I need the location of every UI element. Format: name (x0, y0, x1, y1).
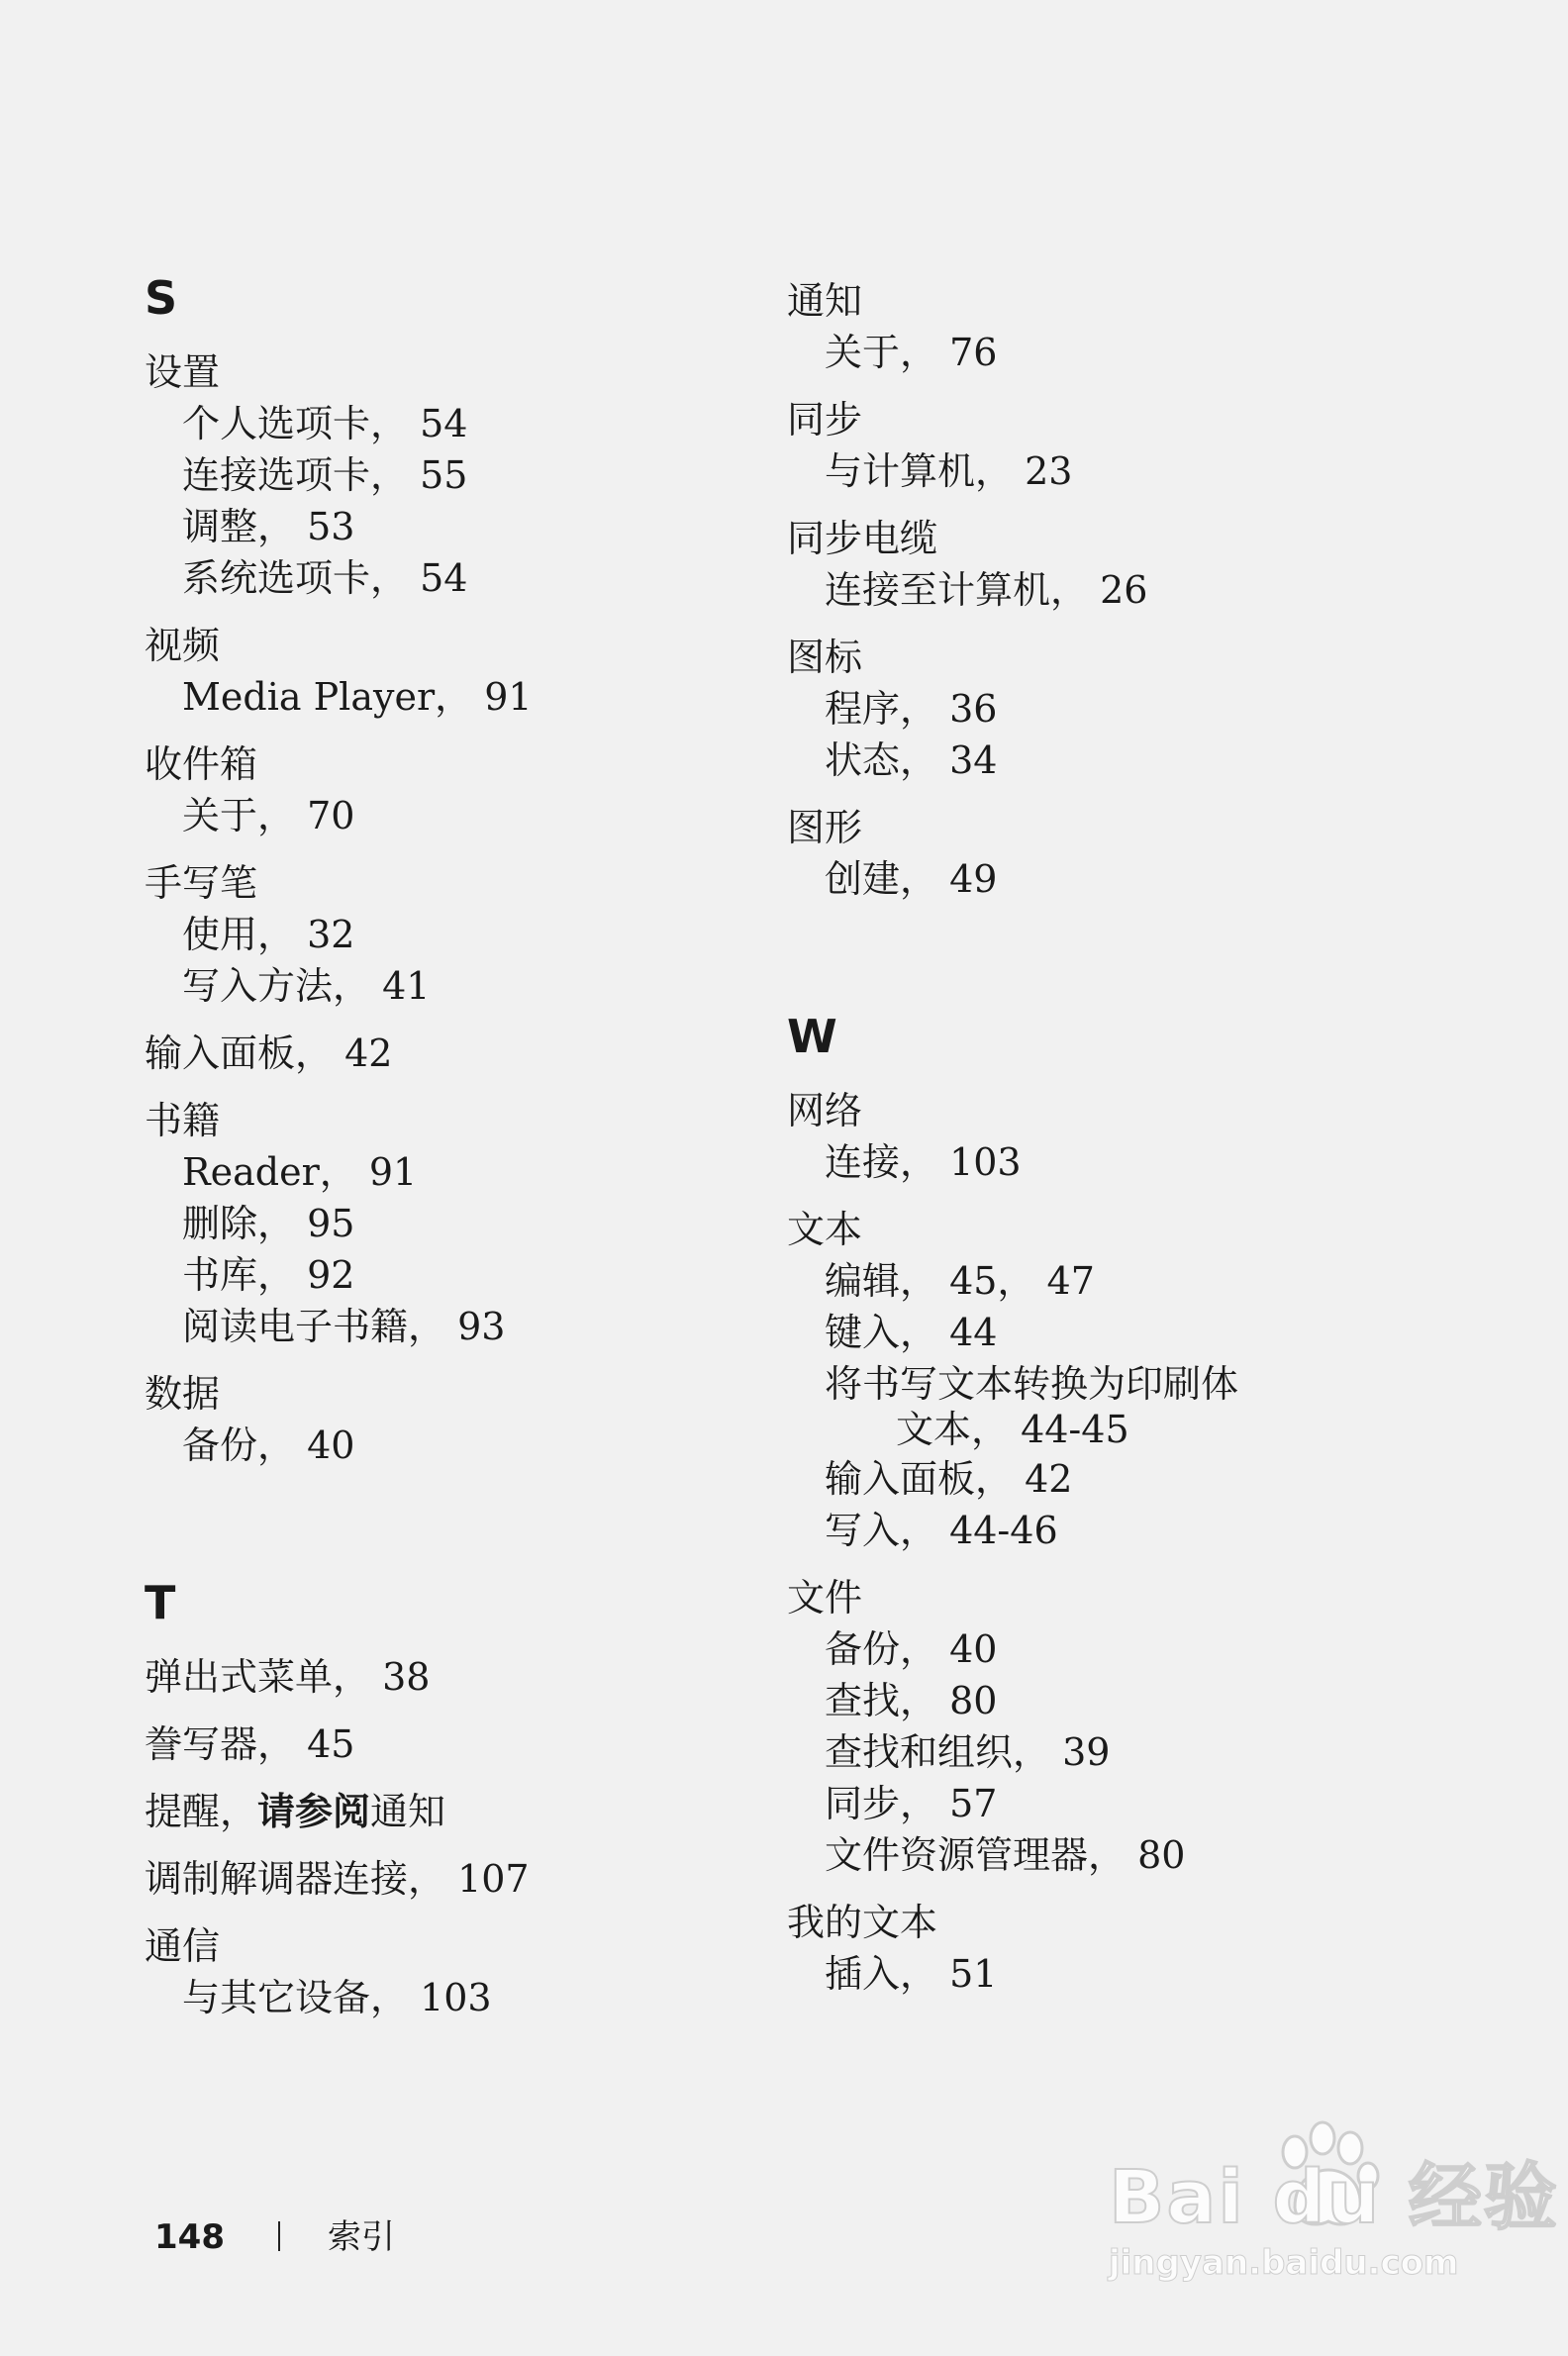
section-letter-t: T (145, 1576, 176, 1629)
index-column-right (787, 275, 1401, 2015)
index-main-entry: 文本 (787, 1208, 863, 1251)
index-entry-group (787, 1572, 1401, 1881)
index-sub-entry-continuation: 文本， 44-45 (896, 1408, 1129, 1451)
index-entry-group (787, 513, 1401, 616)
index-main-entry: 调制解调器连接， 107 (145, 1857, 530, 1901)
index-sub-entry: 键入， 44 (825, 1311, 998, 1354)
index-entry-group (145, 1920, 758, 2023)
index-sub-entry: 与计算机， 23 (825, 449, 1073, 493)
index-main-entry: 设置 (145, 350, 221, 394)
index-sub-entry: 个人选项卡， 54 (182, 402, 468, 445)
index-sub-entry: 与其它设备， 103 (182, 1976, 492, 2019)
index-main-entry: 同步电缆 (787, 517, 938, 560)
index-sub-entry: 调整， 53 (182, 505, 355, 548)
index-entry-group (145, 1028, 758, 1079)
index-entry-group (787, 1897, 1401, 2000)
index-entry-group (145, 1853, 758, 1905)
index-main-entry: 手写笔 (145, 861, 258, 905)
index-sub-entry: Media Player， 91 (182, 675, 533, 719)
entry-term: 提醒， (145, 1790, 258, 1833)
index-main-entry: 我的文本 (787, 1901, 938, 1944)
page-number: 148 (154, 2217, 225, 2257)
index-column-left (145, 259, 758, 2039)
index-entry-group (787, 1204, 1401, 1556)
index-main-entry: 通知 (787, 279, 863, 323)
index-entry-group (787, 632, 1401, 786)
index-sub-entry: 插入， 51 (825, 1952, 998, 1996)
index-sub-entry: 将书写文本转换为印刷体 (825, 1362, 1239, 1406)
index-sub-entry: 查找， 80 (825, 1679, 998, 1722)
index-main-entry: 通信 (145, 1924, 221, 1968)
index-main-entry: 数据 (145, 1372, 221, 1416)
index-entry-group (787, 394, 1401, 497)
index-main-entry: 书籍 (145, 1099, 221, 1142)
section-name: 索引 (327, 2217, 395, 2257)
index-sub-entry: 连接选项卡， 55 (182, 453, 468, 497)
index-entry-group (145, 1095, 758, 1352)
index-entry-group (787, 802, 1401, 905)
index-entry-group (145, 1651, 758, 1703)
section-letter-s: S (145, 271, 178, 325)
index-sub-entry: 查找和组织， 39 (825, 1730, 1111, 1774)
index-sub-entry: 编辑， 45， 47 (825, 1259, 1095, 1303)
index-entry-group (145, 1718, 758, 1770)
watermark-brand: Bai du 经验 (1109, 2155, 1559, 2240)
index-main-entry: 文件 (787, 1576, 863, 1620)
index-sub-entry: 连接至计算机， 26 (825, 568, 1148, 612)
index-sub-entry: 阅读电子书籍， 93 (182, 1305, 506, 1348)
index-sub-entry: 同步， 57 (825, 1782, 998, 1825)
see-also-label: 请参阅 (257, 1789, 371, 1833)
index-sub-entry: 关于， 76 (825, 331, 998, 374)
index-main-entry: 誊写器， 45 (145, 1722, 355, 1766)
index-sub-entry: 写入方法， 41 (182, 964, 431, 1008)
index-main-entry: 弹出式菜单， 38 (145, 1655, 431, 1699)
index-entry-group (787, 275, 1401, 378)
index-entry-group (145, 1786, 758, 1837)
index-sub-entry: 系统选项卡， 54 (182, 556, 468, 600)
index-sub-entry: 创建， 49 (825, 857, 998, 901)
index-entry-group (145, 1368, 758, 1471)
index-sub-entry: 输入面板， 42 (825, 1457, 1073, 1501)
index-sub-entry: 备份， 40 (825, 1627, 998, 1671)
index-main-entry: 收件箱 (145, 742, 258, 786)
index-entry-group (145, 738, 758, 841)
index-main-entry: 网络 (787, 1089, 863, 1132)
index-sub-entry: 书库， 92 (182, 1253, 355, 1297)
index-main-entry: 图标 (787, 636, 863, 679)
index-sub-entry: 写入， 44-46 (825, 1509, 1058, 1552)
index-main-entry: 输入面板， 42 (145, 1031, 393, 1075)
index-sub-entry: 删除， 95 (182, 1202, 355, 1245)
index-main-entry: 视频 (145, 624, 221, 667)
index-sub-entry: 使用， 32 (182, 913, 355, 956)
index-sub-entry: 状态， 34 (825, 738, 998, 782)
index-main-entry: 同步 (787, 398, 863, 442)
footer-divider (278, 2221, 280, 2251)
index-sub-entry: 程序， 36 (825, 687, 998, 731)
index-entry-group (145, 620, 758, 723)
section-letter-w: W (787, 1010, 837, 1063)
index-sub-entry: 备份， 40 (182, 1423, 355, 1467)
index-sub-entry: Reader， 91 (182, 1150, 418, 1194)
index-entry-group (145, 857, 758, 1012)
index-sub-entry: 连接， 103 (825, 1140, 1022, 1184)
index-main-entry: 图形 (787, 806, 863, 849)
index-entry-group (145, 346, 758, 604)
index-sub-entry: 关于， 70 (182, 794, 355, 837)
index-sub-entry: 文件资源管理器， 80 (825, 1833, 1186, 1877)
index-entry-group (787, 1085, 1401, 1188)
cross-reference: 通知 (370, 1790, 446, 1833)
watermark-url: jingyan.baidu.com (1109, 2243, 1459, 2283)
baidu-jingyan-watermark (1109, 2118, 1559, 2307)
page-footer (154, 2215, 395, 2259)
index-main-entry-see-also (145, 1786, 758, 1837)
